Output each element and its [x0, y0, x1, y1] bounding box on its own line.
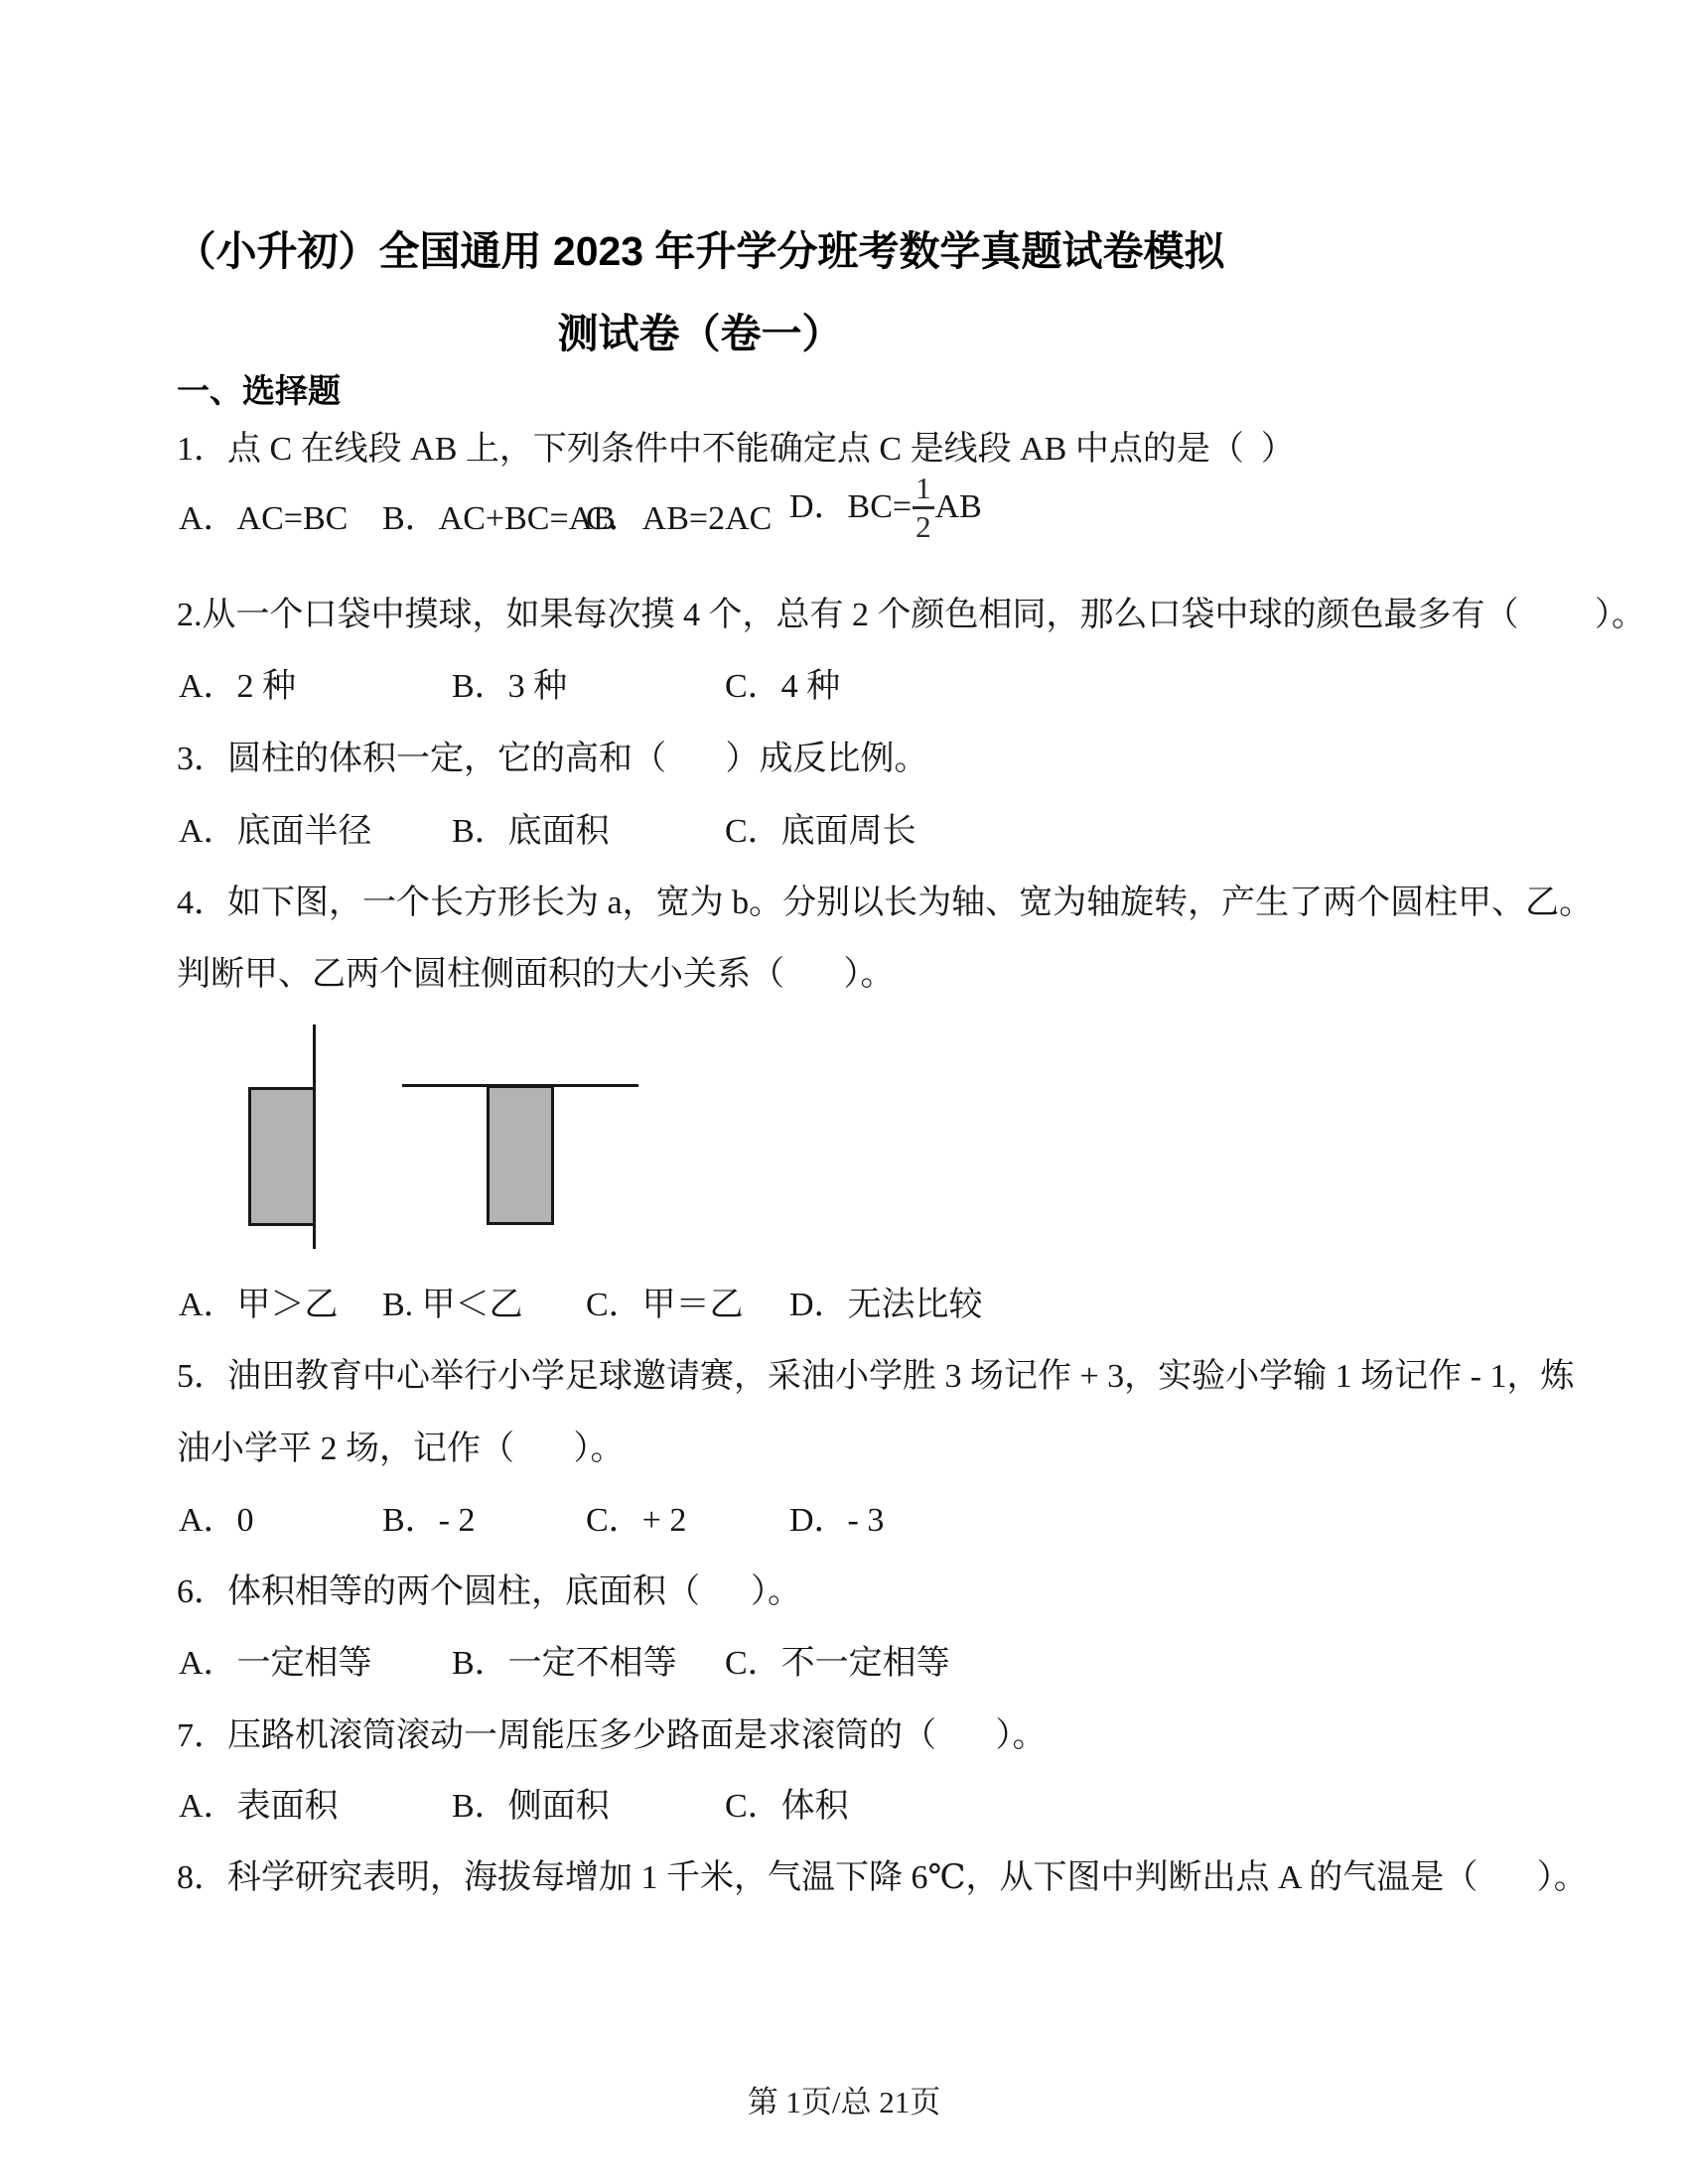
fraction-one-half [913, 471, 934, 544]
q2-option-c: C．4 种 [725, 668, 841, 705]
q5-option-a: A．0 [179, 1502, 254, 1539]
q3-option-b: B．底面积 [452, 813, 610, 850]
q6-option-c: C．不一定相等 [725, 1645, 950, 1682]
q7-option-a: A．表面积 [179, 1788, 339, 1825]
page-title-line2: 测试卷（卷一） [557, 311, 843, 356]
q7-option-b: B．侧面积 [452, 1788, 610, 1825]
question-6-text: 6．体积相等的两个圆柱，底面积（ ）。 [177, 1573, 801, 1610]
question-7-text: 7．压路机滚筒滚动一周能压多少路面是求滚筒的（ ）。 [177, 1717, 1047, 1754]
q1-option-b: B．AC+BC=AB [382, 500, 616, 537]
question-2-text: 2.从一个口袋中摸球，如果每次摸 4 个，总有 2 个颜色相同，那么口袋中球的颜色最多有（ ）。 [177, 597, 1645, 633]
q5-option-d: D．- 3 [789, 1502, 885, 1539]
fraction-numerator: 1 [913, 471, 934, 509]
page-footer: 第 1页/总 21页 [747, 2085, 941, 2119]
q4-option-a: A．甲＞乙 [179, 1287, 339, 1323]
question-5-text-line1: 5．油田教育中心举行小学足球邀请赛，采油小学胜 3 场记作 + 3，实验小学输 1 场记作 - 1，炼 [177, 1358, 1575, 1395]
q1-option-a: A．AC=BC [179, 500, 349, 537]
q1-option-d-prefix: D．BC= [789, 487, 913, 525]
q3-option-c: C．底面周长 [725, 813, 916, 850]
q3-option-a: A．底面半径 [179, 813, 372, 850]
q1-option-c: C．AB=2AC [586, 500, 773, 537]
q4-option-d: D．无法比较 [789, 1287, 983, 1323]
q6-option-b: B．一定不相等 [452, 1645, 677, 1682]
figure-vertical-axis-line [313, 1024, 316, 1249]
q1-option-d-suffix: AB [934, 487, 982, 525]
q6-option-a: A．一定相等 [179, 1645, 372, 1682]
q5-option-b: B．- 2 [382, 1502, 476, 1539]
q2-option-a: A．2 种 [179, 668, 297, 705]
q1-option-d [789, 471, 982, 544]
question-3-text: 3．圆柱的体积一定，它的高和（ ）成反比例。 [177, 741, 928, 777]
question-4-text-line1: 4．如下图，一个长方形长为 a，宽为 b。分别以长为轴、宽为轴旋转，产生了两个圆柱甲、乙。 [177, 885, 1594, 921]
section-header-choice-questions: 一、选择题 [177, 372, 341, 409]
fraction-denominator: 2 [915, 508, 931, 544]
question-4-text-line2: 判断甲、乙两个圆柱侧面积的大小关系（ ）。 [177, 956, 895, 993]
question-1-text: 1．点 C 在线段 AB 上，下列条件中不能确定点 C 是线段 AB 中点的是（ ） [177, 431, 1295, 468]
q7-option-c: C．体积 [725, 1788, 849, 1825]
figure-rectangle-jia [248, 1087, 316, 1226]
q2-option-b: B．3 种 [452, 668, 568, 705]
q4-option-b: B. 甲＜乙 [382, 1287, 523, 1323]
page-title-line1: （小升初）全国通用 2023 年升学分班考数学真题试卷模拟 [175, 228, 1225, 274]
figure-rectangle-yi [487, 1085, 554, 1225]
question-8-text: 8．科学研究表明，海拔每增加 1 千米，气温下降 6℃，从下图中判断出点 A 的气温是（ ）。 [177, 1859, 1588, 1896]
q4-option-c: C．甲＝乙 [586, 1287, 744, 1323]
question-5-text-line2: 油小学平 2 场，记作（ ）。 [177, 1431, 625, 1467]
q5-option-c: C．+ 2 [586, 1502, 687, 1539]
